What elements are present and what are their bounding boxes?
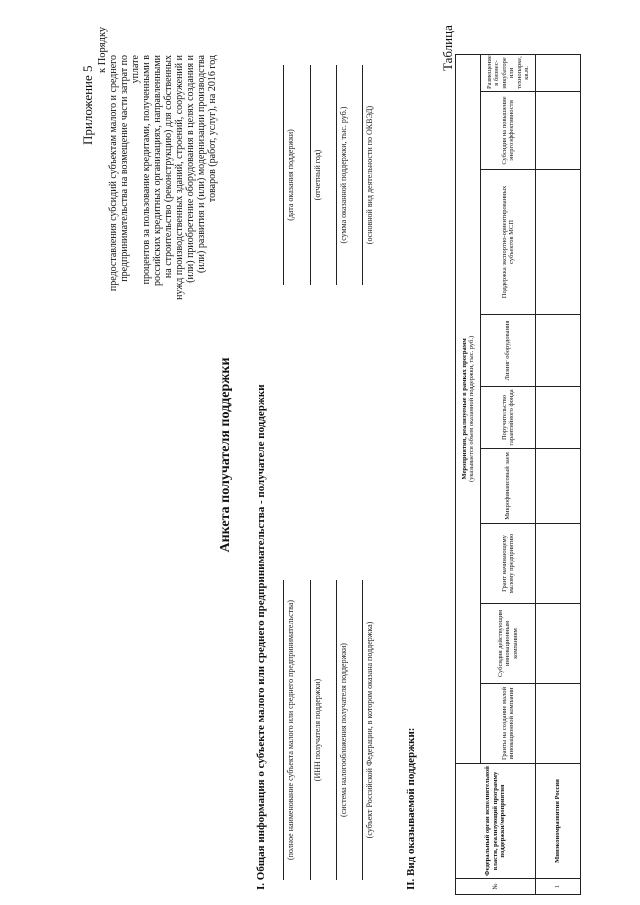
okved-activity-caption: (основной вид деятельности по ОКВЭД) xyxy=(365,105,374,245)
support-date-caption: (дата оказания поддержки) xyxy=(286,129,295,221)
header-col-subsidy-innovative: Субсидия действующим инновационным компаниям xyxy=(481,604,536,684)
reporting-year-field[interactable] xyxy=(310,65,311,285)
cell-energy[interactable] xyxy=(536,92,581,170)
okved-activity-field[interactable] xyxy=(362,65,363,285)
header-col-microloan: Микрофинансовый заем xyxy=(481,449,536,524)
region-field[interactable] xyxy=(362,580,363,880)
header-org: Федеральный орган исполнительной власти, реализующий программу поддержки/мероприятия xyxy=(456,764,536,879)
cell-incubator[interactable] xyxy=(536,54,581,91)
cell-export[interactable] xyxy=(536,170,581,315)
table-row xyxy=(536,54,581,894)
appendix-line: на строительство (реконструкцию) для собственных xyxy=(163,55,174,279)
section1-heading: I. Общая информация о субъекте малого или среднего предпринимательства - получателе поддержки xyxy=(255,384,267,890)
header-measures xyxy=(456,54,481,763)
support-table xyxy=(455,54,581,895)
header-col-incubator: Размещение в бизнес-инкубаторе или технопарке, кв.м. xyxy=(481,54,536,91)
section2-heading: II. Вид оказываемой поддержки: xyxy=(405,727,417,890)
table-header-row xyxy=(456,54,481,894)
support-amount-field[interactable] xyxy=(336,65,337,285)
reporting-year-caption: (отчетный год) xyxy=(313,149,322,201)
support-amount-caption: (сумма оказанной поддержки, тыс. руб.) xyxy=(339,106,348,244)
header-col-start-grant: Грант начинающему малому предприятию xyxy=(481,524,536,604)
cell-start-grant[interactable] xyxy=(536,524,581,604)
company-name-caption: (полное наименование субъекта малого или среднего предпринимательства) xyxy=(286,599,295,861)
cell-grants[interactable] xyxy=(536,684,581,764)
appendix-line: предоставления субсидий субъектам малого и среднего xyxy=(108,55,119,292)
appendix-line: предпринимательства на возмещение части затрат по уплате xyxy=(119,55,141,282)
header-measures-title: Мероприятия, реализуемые в рамках программ xyxy=(460,338,468,480)
row-num: 1 xyxy=(536,879,581,895)
header-col-export: Поддержка экспортно-ориентированных субъектов МСП xyxy=(481,170,536,315)
cell-microloan[interactable] xyxy=(536,449,581,524)
appendix-line: (или) развития и (или) модернизации производства xyxy=(196,55,207,273)
cell-guarantee[interactable] xyxy=(536,387,581,449)
cell-leasing[interactable] xyxy=(536,315,581,387)
appendix-text xyxy=(108,55,218,305)
tax-system-caption: (система налогообложения получателя поддержки) xyxy=(339,643,348,817)
table-title: Таблица xyxy=(440,25,455,71)
header-col-energy: Субсидия на повышение энергоэффективности xyxy=(481,92,536,170)
cell-subsidy-innovative[interactable] xyxy=(536,604,581,684)
inn-field[interactable] xyxy=(310,580,311,880)
appendix-line: нужд производственных зданий, строений, сооружений и xyxy=(174,55,185,300)
region-caption: (субъект Российской Федерации, в котором оказана поддержка) xyxy=(365,621,374,839)
appendix-order-ref: к Порядку xyxy=(97,26,108,73)
support-date-field[interactable] xyxy=(283,65,284,285)
company-name-field[interactable] xyxy=(283,580,284,880)
appendix-label: Приложение 5 xyxy=(80,65,95,145)
header-col-grants: Гранты на создание малой инновационной компании xyxy=(481,684,536,764)
header-col-leasing: Лизинг оборудования xyxy=(481,315,536,387)
header-col-guarantee: Поручительство гарантийного фонда xyxy=(481,387,536,449)
row-org: Минэкономразвития России xyxy=(536,764,581,879)
appendix-line: российских кредитных организациях, направленными xyxy=(152,55,163,287)
header-num: № xyxy=(456,879,536,895)
tax-system-field[interactable] xyxy=(336,580,337,880)
header-measures-subtitle: (указывается объем оказанной поддержки, тыс. руб.) xyxy=(468,335,475,483)
form-title: Анкета получателя поддержки xyxy=(218,357,233,553)
appendix-line: (или) приобретение оборудования в целях создания и xyxy=(185,55,196,283)
appendix-line: процентов за пользование кредитами, полученными в xyxy=(141,55,152,285)
appendix-line: товаров (работ, услуг), на 2016 год xyxy=(207,55,218,203)
inn-caption: (ИНН получателя поддержки) xyxy=(313,678,322,782)
